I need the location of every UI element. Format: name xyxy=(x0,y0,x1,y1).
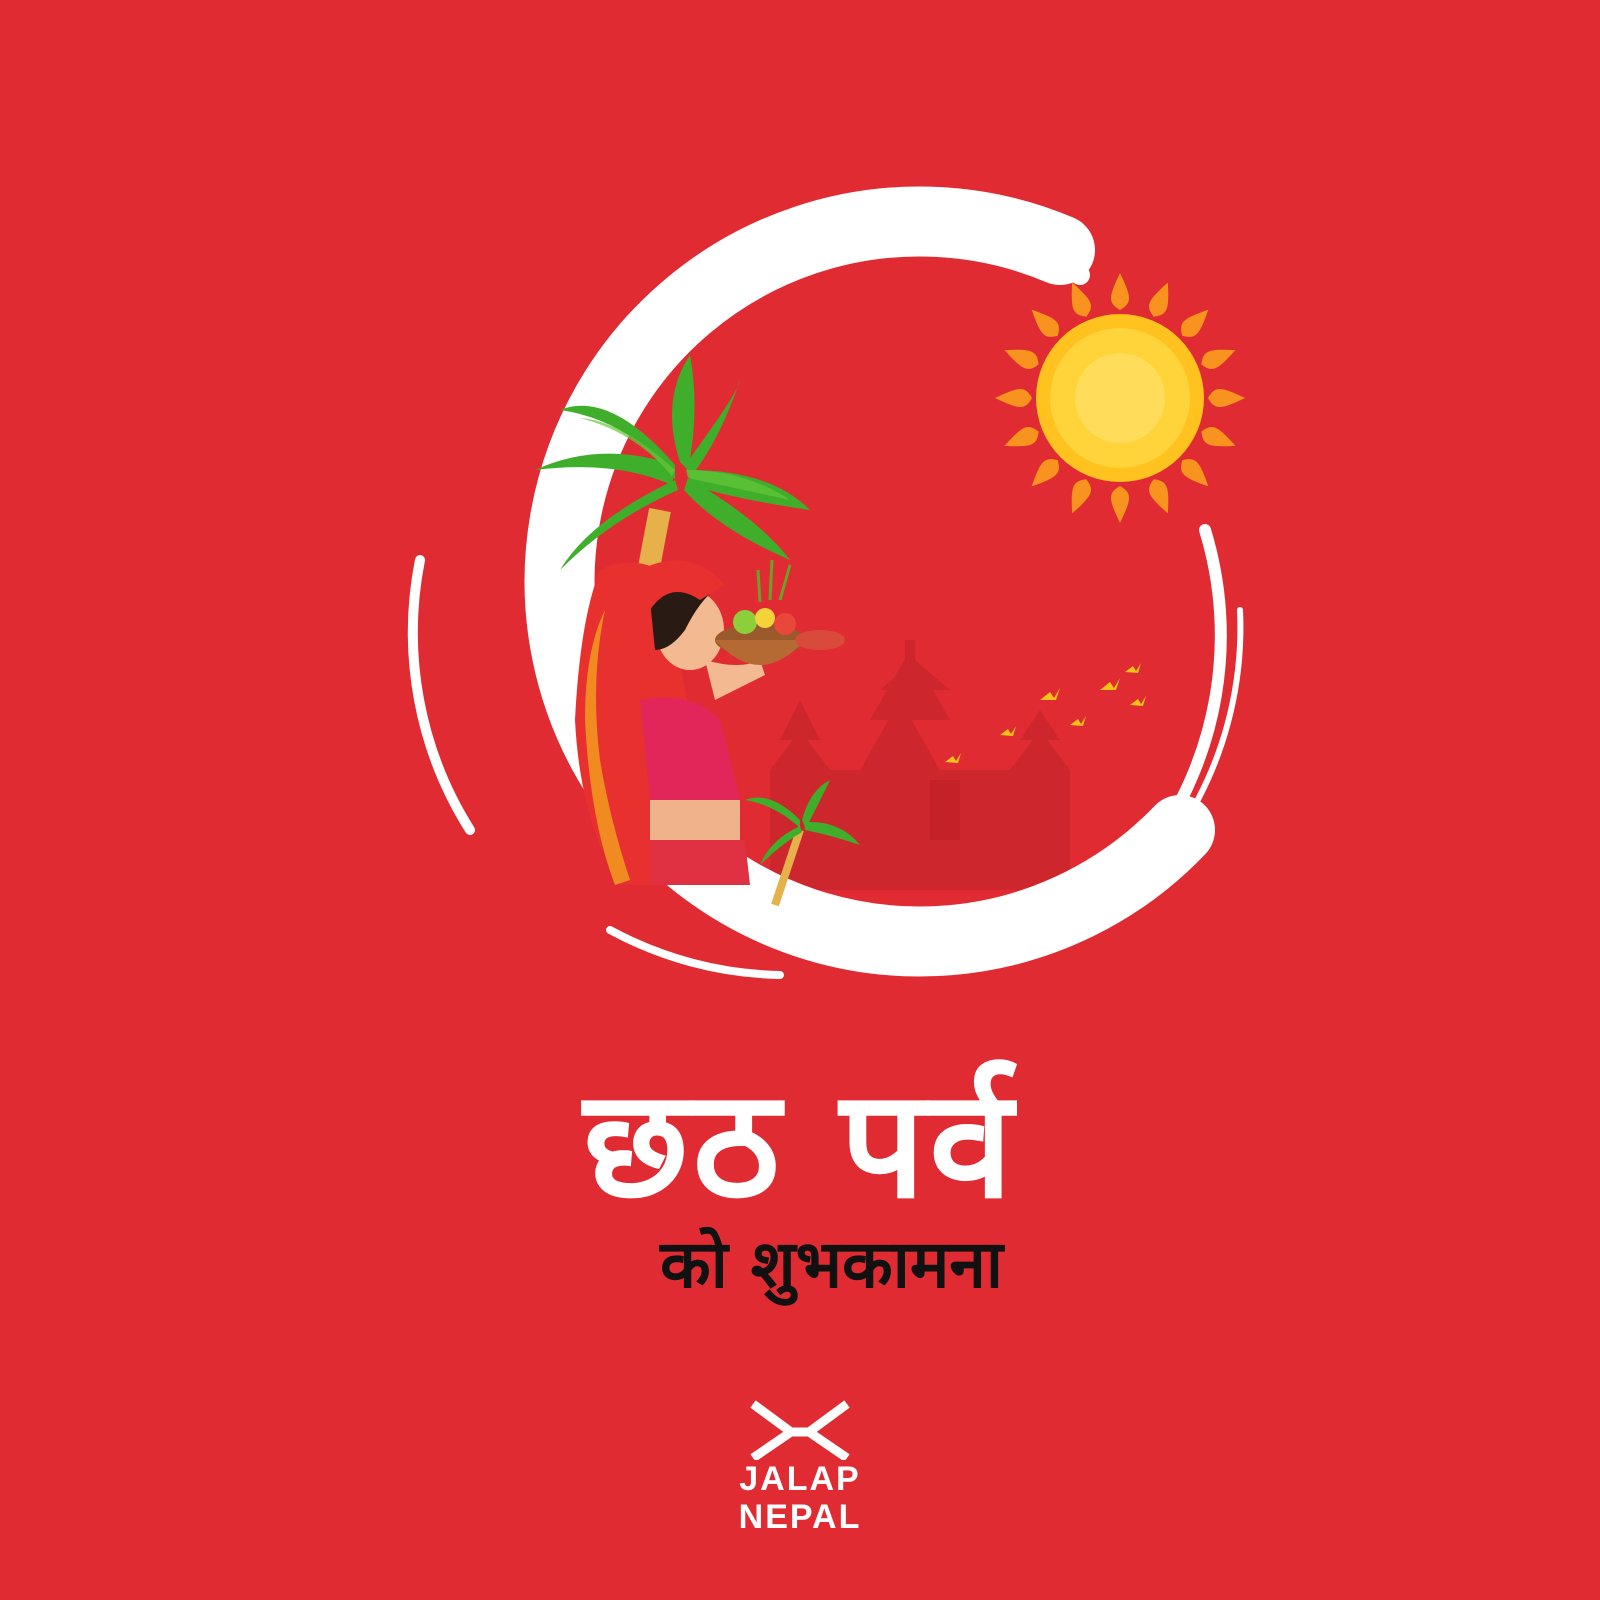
greeting-subtitle: को शुभकामना xyxy=(660,1226,1004,1303)
jalap-logo-icon xyxy=(745,1400,855,1460)
brand-name-line2: NEPAL xyxy=(738,1498,862,1536)
temple-silhouette-icon xyxy=(770,640,1070,890)
festival-title: छठ पर्व xyxy=(583,1058,1017,1232)
brand-name-line1: JALAP xyxy=(739,1460,861,1498)
sun-icon xyxy=(995,273,1245,523)
brand-logo xyxy=(700,1400,900,1536)
